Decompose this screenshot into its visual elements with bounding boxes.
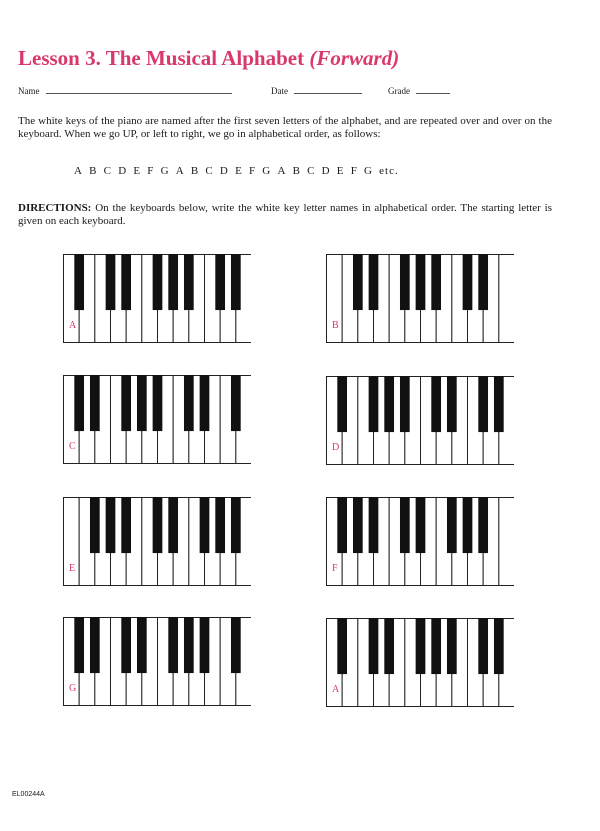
alphabet-letter: F	[350, 165, 358, 177]
black-key[interactable]	[337, 618, 347, 674]
black-key[interactable]	[184, 254, 194, 310]
piano-keyboard	[326, 497, 514, 586]
keyboard-graphic	[326, 497, 514, 586]
starting-letter-label: F	[332, 563, 338, 574]
black-key[interactable]	[494, 618, 504, 674]
starting-letter-label: E	[69, 563, 76, 574]
alphabet-letter: D	[118, 165, 128, 177]
black-key[interactable]	[384, 376, 394, 432]
alphabet-letter: E	[336, 165, 345, 177]
name-label: Name	[18, 86, 40, 96]
black-key[interactable]	[90, 617, 100, 673]
black-key[interactable]	[168, 497, 178, 553]
black-key[interactable]	[447, 376, 457, 432]
black-key[interactable]	[478, 497, 488, 553]
date-field[interactable]	[271, 84, 362, 96]
black-key[interactable]	[463, 254, 473, 310]
black-key[interactable]	[416, 497, 426, 553]
black-key[interactable]	[337, 376, 347, 432]
black-key[interactable]	[153, 375, 163, 431]
piano-keyboard	[63, 375, 251, 464]
alphabet-letter: E	[235, 165, 243, 177]
alphabet-letter: G	[262, 165, 272, 177]
starting-letter-label: B	[332, 320, 339, 331]
black-key[interactable]	[137, 617, 147, 673]
lesson-title-sub: (Forward)	[309, 46, 400, 70]
alphabet-letter: C	[103, 165, 113, 177]
keyboard-graphic	[63, 497, 251, 586]
black-key[interactable]	[168, 254, 178, 310]
black-key[interactable]	[478, 618, 488, 674]
black-key[interactable]	[168, 617, 178, 673]
keyboard-graphic	[63, 254, 251, 343]
black-key[interactable]	[431, 618, 441, 674]
name-line[interactable]	[46, 84, 232, 94]
alphabet-letter: G	[364, 165, 373, 177]
black-key[interactable]	[231, 254, 241, 310]
black-key[interactable]	[369, 254, 379, 310]
keyboard-graphic	[326, 376, 514, 465]
black-key[interactable]	[90, 497, 100, 553]
starting-letter-label: G	[69, 683, 77, 694]
black-key[interactable]	[231, 375, 241, 431]
piano-keyboard	[326, 376, 514, 465]
black-key[interactable]	[431, 254, 441, 310]
black-key[interactable]	[184, 375, 194, 431]
black-key[interactable]	[137, 375, 147, 431]
black-key[interactable]	[369, 497, 379, 553]
black-key[interactable]	[416, 618, 426, 674]
black-key[interactable]	[478, 376, 488, 432]
alphabet-letter: A	[74, 165, 83, 177]
black-key[interactable]	[400, 376, 410, 432]
keyboard-graphic	[326, 618, 514, 707]
alphabet-letter: F	[147, 165, 155, 177]
keyboard-graphic	[63, 617, 251, 706]
keyboard-graphic	[63, 375, 251, 464]
directions-text: On the keyboards below, write the white key letter names in alphabetical order. The starting letter is given on each keyboard.	[18, 202, 552, 227]
lesson-title	[18, 46, 399, 71]
black-key[interactable]	[384, 618, 394, 674]
black-key[interactable]	[369, 376, 379, 432]
black-key[interactable]	[337, 497, 347, 553]
black-key[interactable]	[416, 254, 426, 310]
starting-letter-label: D	[332, 442, 340, 453]
black-key[interactable]	[494, 376, 504, 432]
black-key[interactable]	[74, 254, 84, 310]
keyboard-graphic	[326, 254, 514, 343]
black-key[interactable]	[447, 497, 457, 553]
black-key[interactable]	[184, 617, 194, 673]
black-key[interactable]	[121, 617, 131, 673]
piano-keyboard	[326, 254, 514, 343]
black-key[interactable]	[431, 376, 441, 432]
black-key[interactable]	[106, 254, 116, 310]
alphabet-sequence	[74, 165, 405, 177]
black-key[interactable]	[74, 375, 84, 431]
date-label: Date	[271, 86, 288, 96]
black-key[interactable]	[478, 254, 488, 310]
white-key[interactable]	[499, 498, 514, 586]
alphabet-letter: B	[190, 165, 200, 177]
black-key[interactable]	[90, 375, 100, 431]
alphabet-letter: D	[321, 165, 331, 177]
alphabet-letter: G	[160, 165, 170, 177]
black-key[interactable]	[200, 497, 210, 553]
alphabet-letter: D	[219, 165, 229, 177]
alphabet-letter: A	[277, 165, 287, 177]
piano-keyboard	[326, 618, 514, 707]
white-key[interactable]	[499, 255, 514, 343]
date-line[interactable]	[294, 84, 362, 94]
black-key[interactable]	[215, 254, 225, 310]
directions-lead: DIRECTIONS:	[18, 202, 92, 214]
piano-keyboard	[63, 254, 251, 343]
directions-paragraph	[18, 202, 552, 228]
black-key[interactable]	[106, 497, 116, 553]
black-key[interactable]	[463, 497, 473, 553]
alphabet-letter: etc.	[379, 165, 399, 177]
black-key[interactable]	[400, 254, 410, 310]
black-key[interactable]	[74, 617, 84, 673]
starting-letter-label: A	[69, 320, 77, 331]
piano-keyboard	[63, 497, 251, 586]
black-key[interactable]	[369, 618, 379, 674]
black-key[interactable]	[121, 497, 131, 553]
grade-line[interactable]	[416, 84, 450, 94]
black-key[interactable]	[353, 254, 363, 310]
black-key[interactable]	[200, 375, 210, 431]
black-key[interactable]	[447, 618, 457, 674]
black-key[interactable]	[121, 375, 131, 431]
black-key[interactable]	[231, 497, 241, 553]
alphabet-letter: B	[292, 165, 301, 177]
alphabet-letter: B	[89, 165, 98, 177]
alphabet-letter: C	[307, 165, 316, 177]
footer-code: EL00244A	[12, 791, 45, 798]
alphabet-letter: E	[133, 165, 142, 177]
black-key[interactable]	[215, 497, 225, 553]
black-key[interactable]	[200, 617, 210, 673]
black-key[interactable]	[400, 497, 410, 553]
intro-paragraph: The white keys of the piano are named after the first seven letters of the alphabet, and are repeated over and over on the keyboard. When we go UP, or left to right, we go in alphabetical order, as follows:	[18, 115, 552, 140]
black-key[interactable]	[231, 617, 241, 673]
alphabet-letter: C	[205, 165, 214, 177]
alphabet-letter: F	[248, 165, 257, 177]
student-info-fields	[18, 84, 588, 98]
lesson-title-main: Lesson 3. The Musical Alphabet	[18, 46, 305, 70]
starting-letter-label: C	[69, 441, 76, 452]
grade-label: Grade	[388, 86, 410, 96]
black-key[interactable]	[153, 254, 163, 310]
black-key[interactable]	[153, 497, 163, 553]
name-field[interactable]	[18, 84, 232, 96]
starting-letter-label: A	[332, 684, 340, 695]
alphabet-letter: A	[175, 165, 185, 177]
black-key[interactable]	[353, 497, 363, 553]
piano-keyboard	[63, 617, 251, 706]
grade-field[interactable]	[388, 84, 450, 96]
black-key[interactable]	[121, 254, 131, 310]
